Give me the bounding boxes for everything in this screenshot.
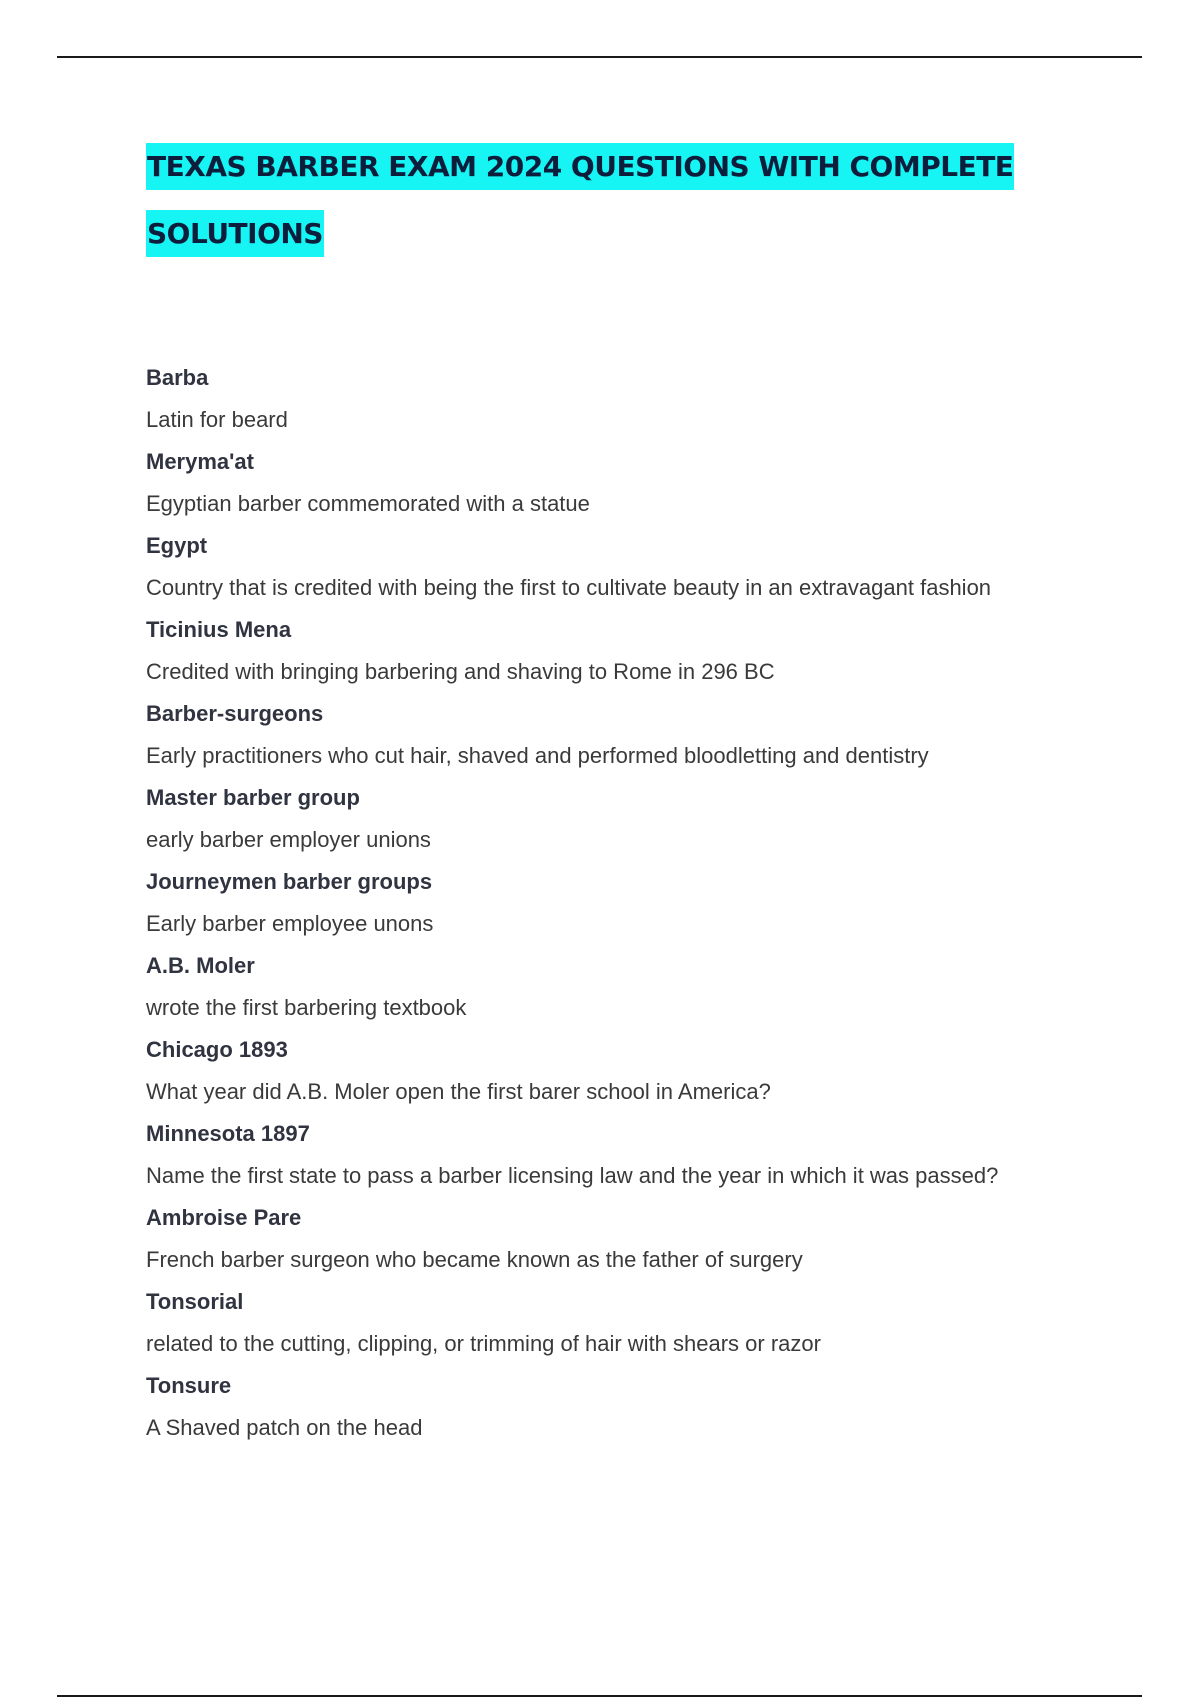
term: Egypt <box>146 533 208 558</box>
definition: Early barber employee unons <box>146 911 434 936</box>
term: Minnesota 1897 <box>146 1121 310 1146</box>
title-line <box>146 143 1086 210</box>
term: Journeymen barber groups <box>146 869 433 894</box>
term: Ambroise Pare <box>146 1205 302 1230</box>
qa-item <box>146 1365 1146 1449</box>
top-rule <box>57 56 1142 58</box>
title-text: SOLUTIONS <box>146 210 324 257</box>
document-title <box>146 143 1086 277</box>
qa-item <box>146 1281 1146 1365</box>
qa-item <box>146 861 1146 945</box>
definition: Name the first state to pass a barber licensing law and the year in which it was passed? <box>146 1163 999 1188</box>
title-text: TEXAS BARBER EXAM 2024 QUESTIONS WITH COMPLETE <box>146 143 1014 190</box>
qa-item <box>146 1197 1146 1281</box>
qa-item <box>146 1113 1146 1197</box>
qa-item <box>146 945 1146 1029</box>
definition: Country that is credited with being the first to cultivate beauty in an extravagant fashion <box>146 575 992 600</box>
definition: What year did A.B. Moler open the first barer school in America? <box>146 1079 771 1104</box>
definition: related to the cutting, clipping, or trimming of hair with shears or razor <box>146 1331 821 1356</box>
term: Meryma'at <box>146 449 254 474</box>
qa-item <box>146 693 1146 777</box>
qa-item <box>146 609 1146 693</box>
term: Ticinius Mena <box>146 617 292 642</box>
term: Tonsorial <box>146 1289 244 1314</box>
term: Chicago 1893 <box>146 1037 288 1062</box>
term: Barber-surgeons <box>146 701 324 726</box>
qa-item <box>146 1029 1146 1113</box>
qa-list <box>146 357 1146 1449</box>
title-line <box>146 210 1086 277</box>
definition: A Shaved patch on the head <box>146 1415 423 1440</box>
definition: Latin for beard <box>146 407 288 432</box>
definition: French barber surgeon who became known as the father of surgery <box>146 1247 803 1272</box>
definition: Credited with bringing barbering and shaving to Rome in 296 BC <box>146 659 775 684</box>
qa-item <box>146 777 1146 861</box>
definition: Early practitioners who cut hair, shaved and performed bloodletting and dentistry <box>146 743 929 768</box>
qa-item <box>146 441 1146 525</box>
qa-item <box>146 357 1146 441</box>
term: Barba <box>146 365 209 390</box>
term: A.B. Moler <box>146 953 255 978</box>
definition: early barber employer unions <box>146 827 431 852</box>
term: Master barber group <box>146 785 360 810</box>
definition: wrote the first barbering textbook <box>146 995 467 1020</box>
term: Tonsure <box>146 1373 232 1398</box>
qa-item <box>146 525 1146 609</box>
definition: Egyptian barber commemorated with a statue <box>146 491 590 516</box>
bottom-rule <box>57 1695 1142 1697</box>
